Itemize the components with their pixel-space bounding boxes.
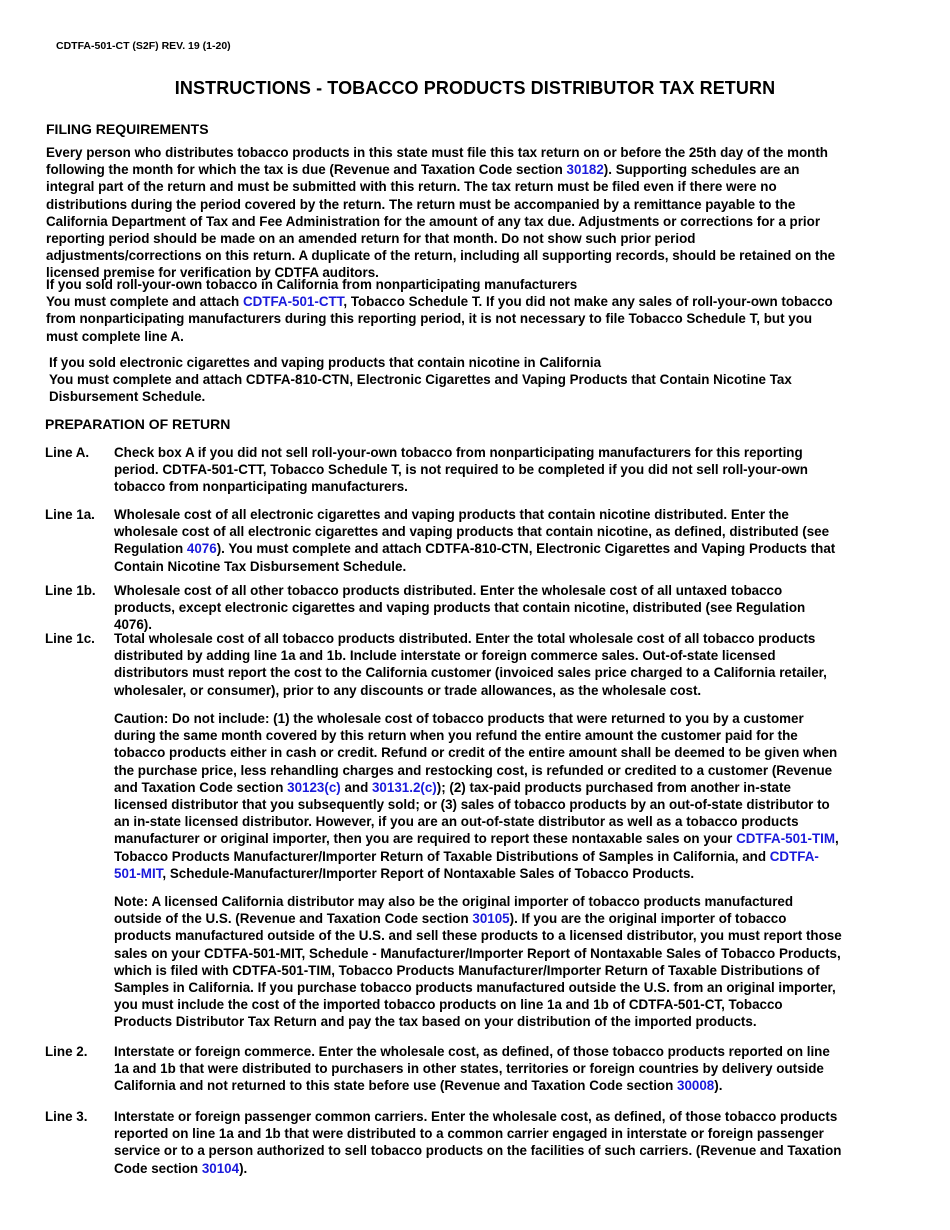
- caution-text-4: , Tobacco Products Manufacturer/Importer Return of Taxable Distributions of Samples in California, and: [114, 831, 839, 864]
- link-4076[interactable]: 4076: [186, 541, 217, 557]
- note-text-1: Note: A licensed California distributor may also be the original importer of tobacco products manufactured outside of the U.S. (Revenue and Taxation Code section: [114, 894, 794, 927]
- link-30105[interactable]: 30105: [472, 911, 510, 927]
- line-1a-label: Line 1a.: [45, 507, 95, 522]
- caution-text-3: ); (2) tax-paid products purchased from another in-state licensed distributor that you subsequently sold; or (3) sales of tobacco products by an out-of-state distributor to an in-state licensed distributor. However, if you are an out-of-state distributor as well as a tobacco products manufacturer or original importer, then you are required to report these nontaxable sales on your: [114, 779, 830, 847]
- line-3-label: Line 3.: [45, 1109, 88, 1124]
- page-title: INSTRUCTIONS - TOBACCO PRODUCTS DISTRIBUTOR TAX RETURN: [174, 78, 776, 98]
- line-2-text: [114, 1043, 844, 1095]
- link-30008[interactable]: 30008: [677, 1078, 715, 1094]
- link-cdtfa-501-mit[interactable]: CDTFA-501-MIT: [114, 848, 819, 881]
- line-1c-item: [45, 630, 845, 700]
- ryo-heading: If you sold roll-your-own tobacco in California from nonparticipating manufacturers: [46, 277, 578, 292]
- caution-text-2: and: [340, 779, 372, 795]
- line-1c-text: Total wholesale cost of all tobacco products distributed. Enter the total wholesale cost of all tobacco products distributed by adding line 1a and 1b. Include interstate or foreign commerce sales. Out-of-state licensed distributors must report the cost to the California customer (invoiced sales price charged to a California retailer, wholesaler, or consumer), prior to any discounts or trade allowances, as the wholesale cost.: [114, 631, 827, 698]
- caution-text-1: Caution: Do not include: (1) the wholesale cost of tobacco products that were returned to you by a customer during the same month covered by this return when you refund the entire amount the customer paid for the tobacco products either in cash or credit. Refund or credit of the entire amount shall be deemed to be given when the purchase price, less rehandling charges and restocking cost, is refunded or credited to a customer (Revenue and Taxation Code section: [114, 711, 838, 795]
- link-cdtfa-501-ctt[interactable]: CDTFA-501-CTT: [242, 294, 344, 310]
- ecig-text: You must complete and attach CDTFA-810-CTN, Electronic Cigarettes and Vaping Products that Contain Nicotine Tax Disbursement Schedule.: [49, 372, 792, 405]
- form-id: CDTFA-501-CT (S2F) REV. 19 (1-20): [56, 40, 231, 52]
- line-1a-item: [45, 506, 845, 576]
- line-a-text: Check box A if you did not sell roll-your-own tobacco from nonparticipating manufacturers for this reporting period. CDTFA-501-CTT, Tobacco Schedule T, is not required to be completed if you did not sell roll-your-own tobacco from nonparticipating manufacturers.: [114, 445, 808, 495]
- ecig-paragraph: [49, 354, 839, 406]
- link-30182[interactable]: 30182: [566, 162, 604, 178]
- filing-text-a: Every person who distributes tobacco products in this state must file this tax return on or before the 25th day of the month following the month for which the tax is due (Revenue and Taxation Code section: [46, 145, 828, 178]
- line-1a-text: [114, 506, 844, 575]
- link-cdtfa-501-tim[interactable]: CDTFA-501-TIM: [736, 831, 836, 847]
- line-1a-text-b: ). You must complete and attach CDTFA-810-CTN, Electronic Cigarettes and Vaping Products that Contain Nicotine Tax Disbursement Schedule.: [114, 541, 836, 574]
- link-30123c[interactable]: 30123(c): [287, 779, 341, 795]
- filing-paragraph: [46, 144, 846, 282]
- filing-requirements-heading: FILING REQUIREMENTS: [46, 121, 209, 137]
- line-1a-text-a: Wholesale cost of all electronic cigarettes and vaping products that contain nicotine distributed. Enter the wholesale cost of all electronic cigarettes and vaping products that contain nicotine, as defined, distributed (see Regulation: [114, 507, 830, 557]
- link-30104[interactable]: 30104: [201, 1160, 240, 1176]
- line-3-text-b: ).: [239, 1160, 248, 1176]
- ecig-heading: If you sold electronic cigarettes and vaping products that contain nicotine in California: [49, 355, 602, 370]
- line-3-text: [114, 1108, 844, 1177]
- caution-paragraph: [114, 710, 844, 882]
- line-3-item: [45, 1108, 845, 1178]
- line-1b-label: Line 1b.: [45, 583, 96, 598]
- link-30131-2c[interactable]: 30131.2(c): [371, 779, 437, 795]
- ryo-paragraph: [46, 276, 846, 345]
- note-text-2: ). If you are the original importer of tobacco products manufactured outside of the U.S. and sell these products to a licensed distributor, you must report those sales on your CDTFA-501-MIT, Schedule - Manufacturer/Importer Report of Nontaxable Sales of Tobacco Products, which is filed with CDTFA-501-TIM, Tobacco Products Manufacturer/Importer Return of Taxable Distributions of Samples in California. If you purchase tobacco products manufactured outside the U.S. from an original importer, you must include the cost of the imported tobacco products on line 1a and 1b of CDTFA-501-CT, Tobacco Products Distributor Tax Return and pay the tax based on your distribution of the imported products.: [114, 911, 842, 1030]
- line-1b-item: [45, 582, 845, 633]
- line-2-item: [45, 1043, 845, 1095]
- line-2-text-b: ).: [714, 1078, 723, 1094]
- line-2-text-a: Interstate or foreign commerce. Enter the wholesale cost, as defined, of those tobacco products reported on line 1a and 1b that were distributed to purchasers in other states, territories or foreign countries by delivery outside California and not returned to this state before use (Revenue and Taxation Code section: [114, 1044, 830, 1094]
- caution-text-5: , Schedule-Manufacturer/Importer Report of Nontaxable Sales of Tobacco Products.: [162, 865, 695, 881]
- line-3-text-a: Interstate or foreign passenger common carriers. Enter the wholesale cost, as defined, of those tobacco products reported on line 1a and 1b that were distributed to a common carrier engaged in interstate or foreign passenger service or to a person authorized to sell tobacco products on the facilities of such carriers. (Revenue and Taxation Code section: [114, 1109, 842, 1176]
- note-paragraph: [114, 893, 844, 1031]
- ryo-text-b: , Tobacco Schedule T. If you did not make any sales of roll-your-own tobacco from nonparticipating manufacturers during this reporting period, it is not necessary to file Tobacco Schedule T, but you must complete line A.: [46, 294, 833, 344]
- ryo-text-a: You must complete and attach: [46, 294, 243, 310]
- line-a-item: [45, 444, 845, 496]
- line-2-label: Line 2.: [45, 1044, 88, 1059]
- preparation-heading: PREPARATION OF RETURN: [45, 416, 231, 432]
- filing-text-b: ). Supporting schedules are an integral part of the return and must be submitted with this return. The tax return must be filed even if there were no distributions during the period covered by the return. The return must be accompanied by a remittance payable to the California Department of Tax and Fee Administration for the amount of any tax due. Adjustments or corrections for a prior reporting period should be made on an amended return for that month. Do not show such prior period adjustments/corrections on this return. A duplicate of the return, including all supporting records, should be retained on the licensed premise for verification by CDTFA auditors.: [46, 162, 836, 281]
- line-1b-text: Wholesale cost of all other tobacco products distributed. Enter the wholesale cost of all untaxed tobacco products, except electronic cigarettes and vaping products that contain nicotine, distributed (see Regulation 4076).: [114, 583, 806, 633]
- line-a-label: Line A.: [45, 445, 90, 460]
- line-1c-label: Line 1c.: [45, 631, 95, 646]
